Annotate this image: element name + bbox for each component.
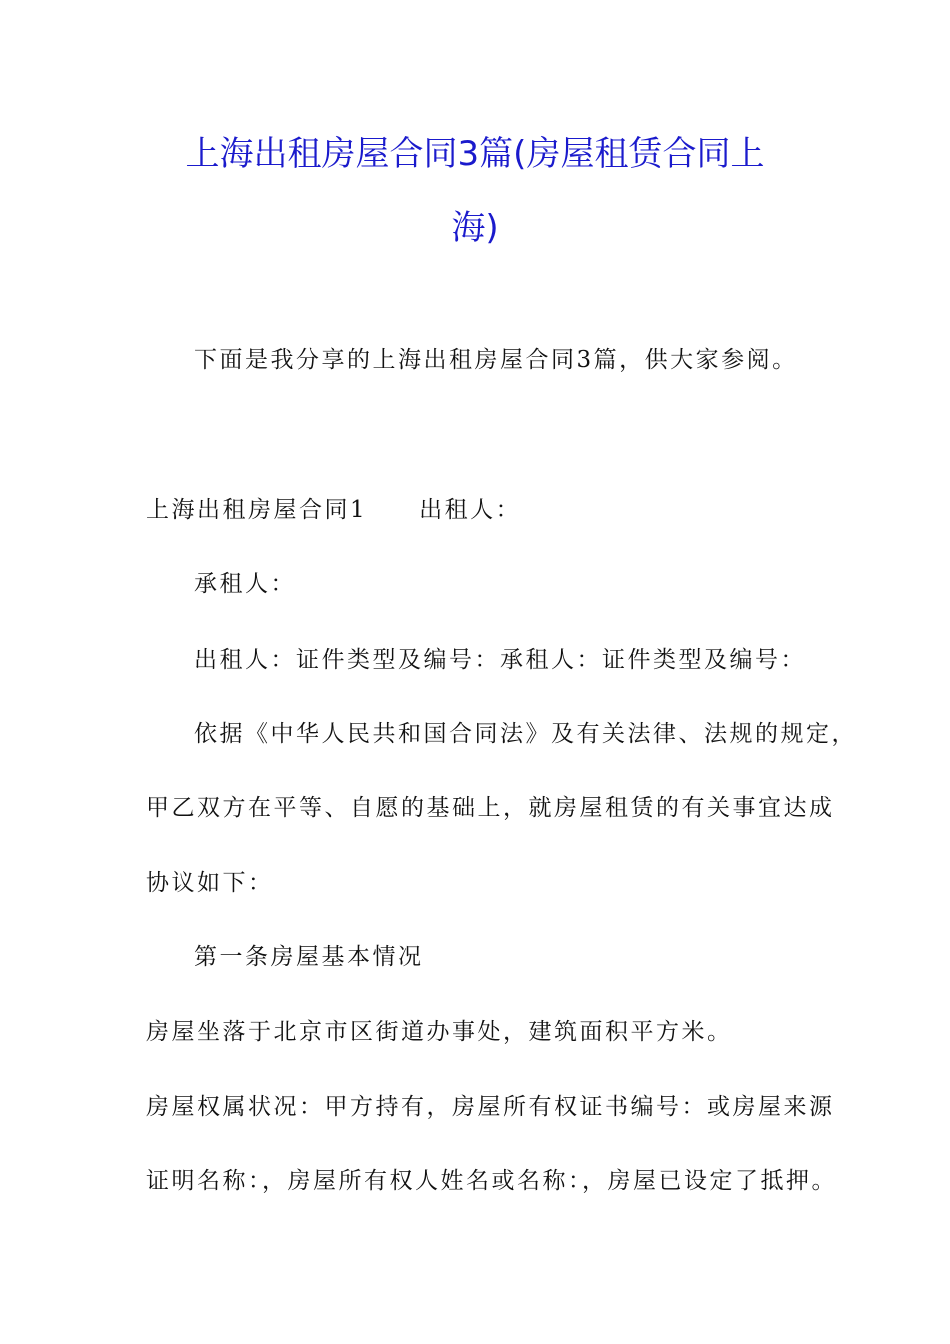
- basis-paragraph-line-3: 协议如下：: [146, 870, 274, 896]
- basis-paragraph-line-1: 依据《中华人民共和国合同法》及有关法律、法规的规定，: [194, 721, 857, 747]
- basis-paragraph-line-2: 甲乙双方在平等、自愿的基础上，就房屋租赁的有关事宜达成: [146, 795, 835, 821]
- ownership-line-2: 证明名称：，房屋所有权人姓名或名称：，房屋已设定了抵押。: [146, 1168, 837, 1194]
- contract-heading-row: [146, 495, 826, 525]
- intro-paragraph: 下面是我分享的上海出租房屋合同3篇，供大家参阅。: [194, 347, 798, 373]
- document-title-line-1: 上海出租房屋合同3篇(房屋租赁合同上: [185, 134, 765, 174]
- lessor-label: 出租人：: [419, 497, 522, 523]
- ownership-line-1: 房屋权属状况：甲方持有，房屋所有权证书编号：或房屋来源: [146, 1094, 835, 1120]
- location-line: 房屋坐落于北京市区街道办事处，建筑面积平方米。: [146, 1019, 733, 1045]
- id-info-line: 出租人：证件类型及编号：承租人：证件类型及编号：: [194, 647, 806, 673]
- article-1-heading: 第一条房屋基本情况: [194, 944, 424, 970]
- lessee-label: 承租人：: [194, 571, 296, 597]
- document-title-line-2: 海): [451, 208, 499, 248]
- contract-heading: 上海出租房屋合同1: [146, 497, 368, 523]
